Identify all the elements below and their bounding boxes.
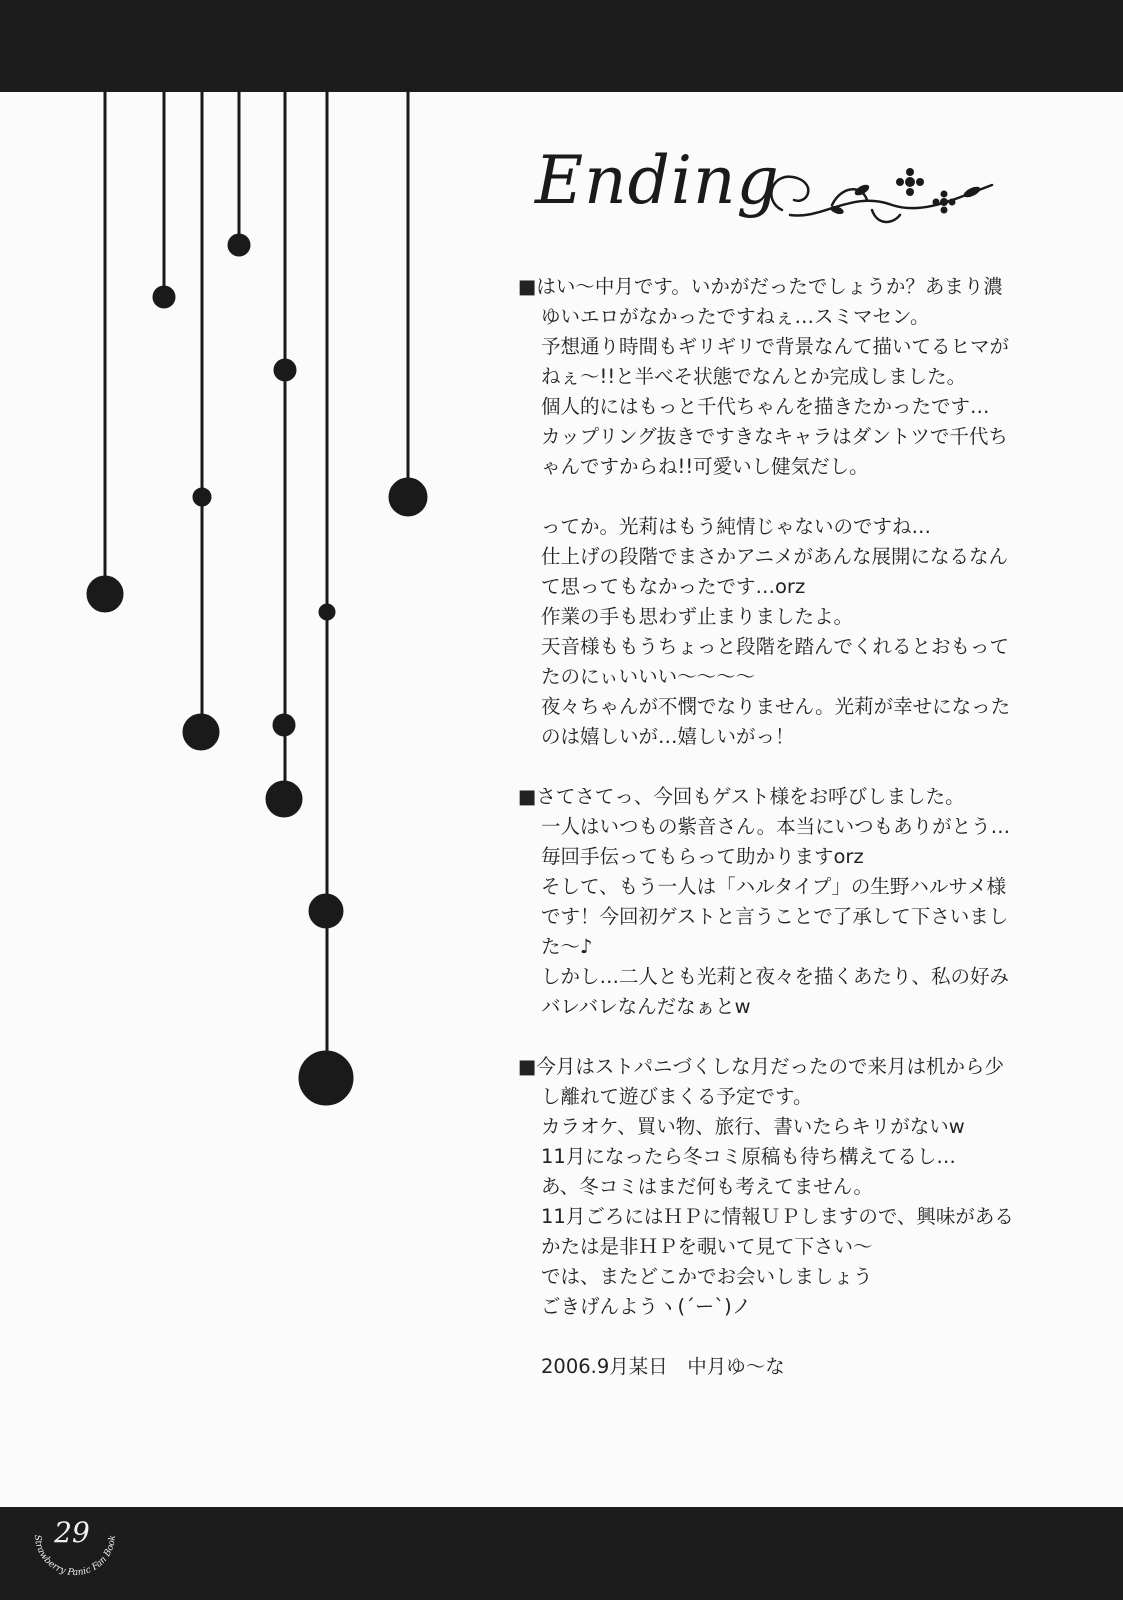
text-line: カップリング抜きですきなキャラはダントツで千代ち (541, 425, 1008, 448)
text-line: しかし…二人とも光莉と夜々を描くあたり、私の好み (541, 965, 1010, 988)
text-line: ごきげんようヽ(´ー`)ノ (541, 1295, 752, 1318)
text-line: バレバレなんだなぁとw (541, 995, 751, 1018)
text-line: のは嬉しいが…嬉しいがっ！ (541, 725, 795, 748)
text-line: ってか。光莉はもう純情じゃないのですね… (541, 515, 932, 538)
text-line: て思ってもなかったです…orz (541, 575, 806, 598)
text-line: ■今月はストパニづくしな月だったので来月は机から少 (518, 1055, 1005, 1078)
text-line: 予想通り時間もギリギリで背景なんて描いてるヒマが (541, 335, 1010, 358)
text-line: 作業の手も思わず止まりましたよ。 (541, 605, 854, 628)
text-line: ゃんですからね!!可愛いし健気だし。 (541, 455, 869, 478)
text-line: 天音様ももうちょっと段階を踏んでくれるとおもって (541, 635, 1010, 658)
floral-flourish-icon (762, 160, 1002, 235)
hanging-pendants-illustration (0, 92, 460, 1152)
signature-date: 2006.9月某日 中月ゆ～な (541, 1355, 785, 1378)
text-line: 11月ごろにはＨＰに情報ＵＰしますので、興味がある (541, 1205, 1014, 1228)
text-line: カラオケ、買い物、旅行、書いたらキリがないw (541, 1115, 965, 1138)
paragraph-2 (518, 512, 1078, 752)
text-line: そして、もう一人は「ハルタイプ」の生野ハルサメ様 (541, 875, 1007, 898)
paragraph-4 (518, 1052, 1078, 1322)
text-line: ■はい～中月です。いかがだったでしょうか？あまり濃 (518, 275, 1003, 298)
text-line: では、またどこかでお会いしましょう (541, 1265, 873, 1288)
text-line: 一人はいつもの紫音さん。本当にいつもありがとう… (541, 815, 1011, 838)
text-line: し離れて遊びまくる予定です。 (541, 1085, 813, 1108)
text-line: です！今回初ゲストと言うことで了承して下さいまし (541, 905, 1009, 928)
text-line: かたは是非ＨＰを覗いて見て下さい～ (541, 1235, 873, 1258)
text-line: 夜々ちゃんが不憫でなりません。光莉が幸せになった (541, 695, 1011, 718)
text-line: ゆいエロがなかったですねぇ…スミマセン。 (541, 305, 930, 328)
paragraph-3 (518, 782, 1078, 1022)
text-line: 個人的にはもっと千代ちゃんを描きたかったです… (541, 395, 990, 418)
text-line: 仕上げの段階でまさかアニメがあんな展開になるなん (541, 545, 1009, 568)
text-line: 11月になったら冬コミ原稿も待ち構えてるし… (541, 1145, 956, 1168)
text-line: た～♪ (541, 935, 593, 958)
footer-caption: Strawberry Panic Fan Book (31, 1534, 119, 1579)
text-line: ■さてさてっ、今回もゲスト様をお呼びしました。 (518, 785, 965, 808)
text-line: たのにぃいいい～～～～ (541, 665, 756, 688)
paragraph-1 (518, 272, 1078, 482)
text-line: 毎回手伝ってもらって助かりますorz (541, 845, 864, 868)
text-line: あ、冬コミはまだ何も考えてません。 (541, 1175, 873, 1198)
page-title: Ending (535, 142, 780, 219)
text-line: ねぇ～!!と半べそ状態でなんとか完成しました。 (541, 365, 967, 388)
ending-text-body (518, 272, 1078, 1382)
page-number-seal (20, 1480, 130, 1590)
page-number: 29 (54, 1516, 90, 1549)
